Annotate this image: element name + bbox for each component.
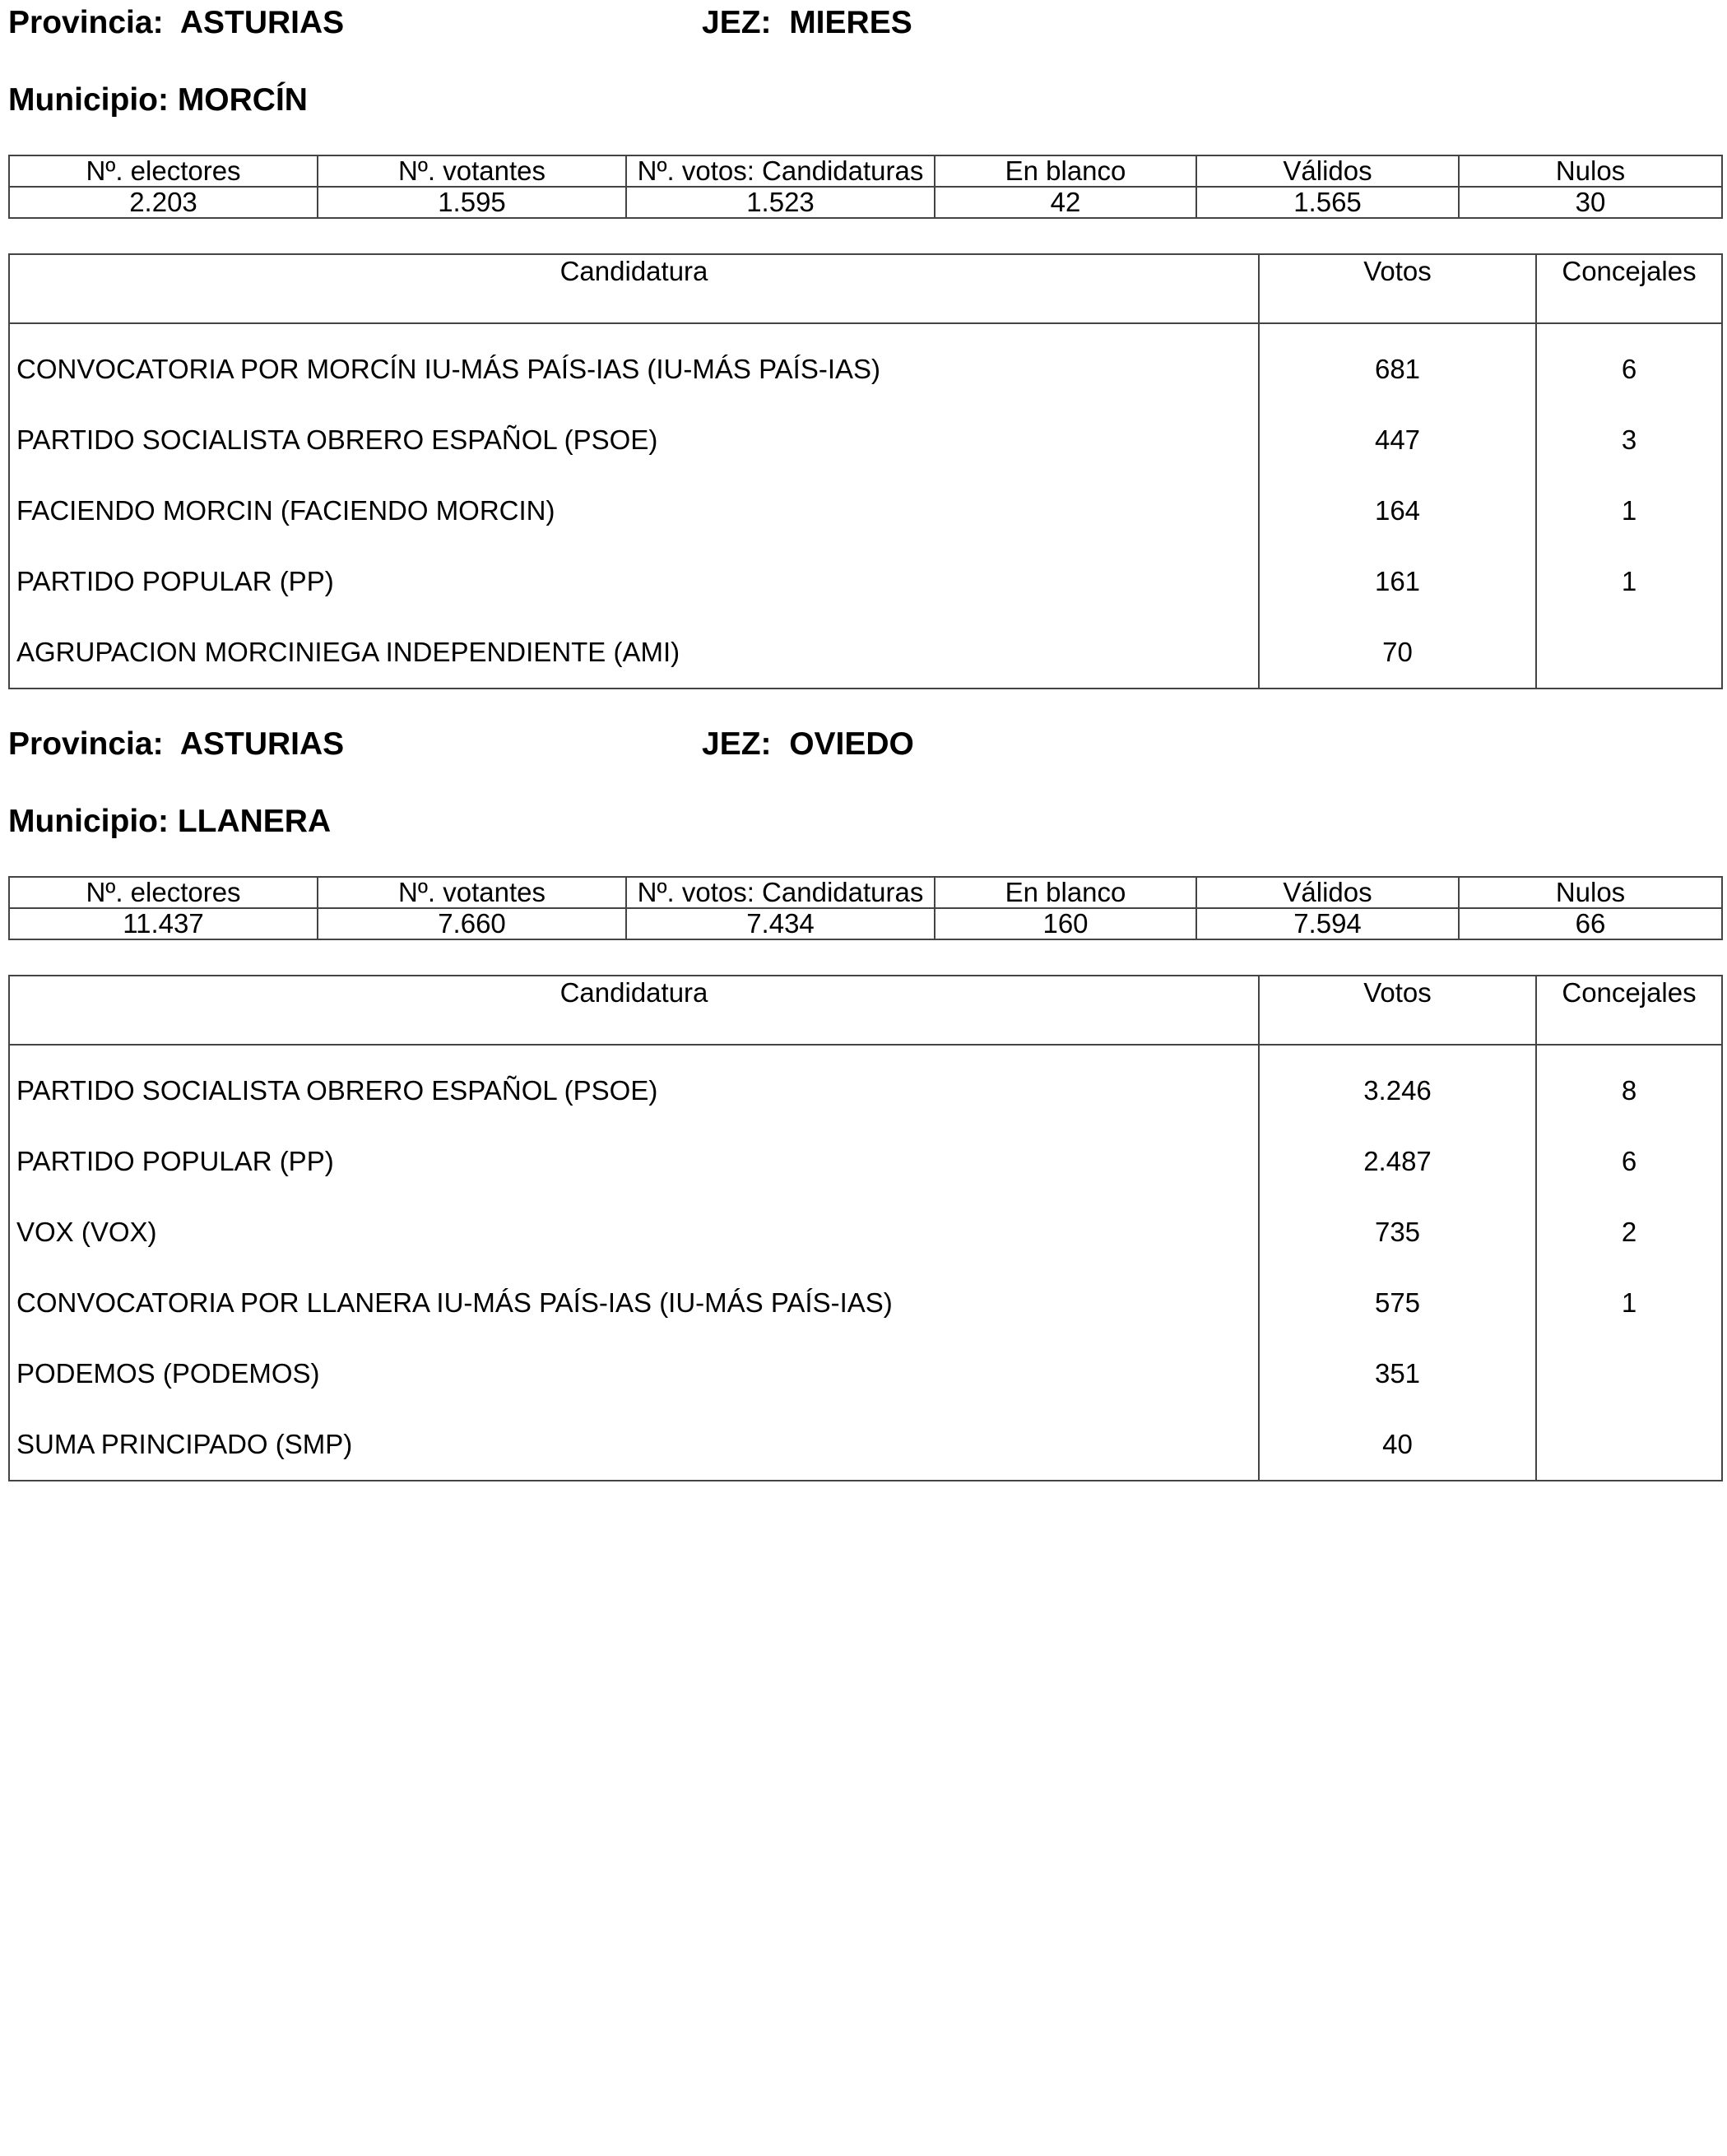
results-table [8,975,1723,1481]
summary-header-cell: Nº. votos: Candidaturas [626,877,935,908]
votos-value: 161 [1259,546,1536,617]
municipality-label: Municipio: [8,804,169,839]
table-row [9,1268,1722,1338]
candidatura-name: AGRUPACION MORCINIEGA INDEPENDIENTE (AMI) [9,617,1259,689]
votos-value: 3.246 [1259,1045,1536,1126]
results-header-concejales: Concejales [1536,976,1722,1045]
candidatura-name: CONVOCATORIA POR MORCÍN IU-MÁS PAÍS-IAS (IU-MÁS PAÍS-IAS) [9,323,1259,405]
summary-value-row [9,187,1722,218]
concejales-value: 1 [1536,546,1722,617]
summary-header-cell: En blanco [935,155,1196,187]
candidatura-name: VOX (VOX) [9,1197,1259,1268]
summary-value-row [9,908,1722,939]
votos-value: 2.487 [1259,1126,1536,1197]
summary-header-cell: Nº. votos: Candidaturas [626,155,935,187]
results-header-votos: Votos [1259,254,1536,323]
summary-value-cell: 1.595 [318,187,626,218]
votos-value: 70 [1259,617,1536,689]
province-header [8,0,1721,46]
concejales-value: 6 [1536,323,1722,405]
jez-label: JEZ: [702,5,772,40]
summary-table [8,876,1723,940]
table-row [9,405,1722,475]
concejales-value: 6 [1536,1126,1722,1197]
summary-header-row [9,877,1722,908]
candidatura-name: CONVOCATORIA POR LLANERA IU-MÁS PAÍS-IAS (IU-MÁS PAÍS-IAS) [9,1268,1259,1338]
summary-value-cell: 42 [935,187,1196,218]
concejales-value: 3 [1536,405,1722,475]
concejales-value [1536,1338,1722,1409]
summary-value-cell: 160 [935,908,1196,939]
province-value: ASTURIAS [179,726,345,762]
municipality-label: Municipio: [8,82,169,118]
municipality-title [8,799,1721,845]
candidatura-name: PARTIDO POPULAR (PP) [9,546,1259,617]
jez-value: MIERES [789,5,912,40]
results-header-candidatura: Candidatura [9,976,1259,1045]
summary-header-cell: Válidos [1196,155,1459,187]
summary-table [8,155,1723,219]
table-row [9,617,1722,689]
province-header [8,721,1721,767]
table-row [9,1409,1722,1481]
municipality-value: LLANERA [177,804,332,839]
summary-header-row [9,155,1722,187]
summary-value-cell: 7.594 [1196,908,1459,939]
summary-value-cell: 11.437 [9,908,318,939]
candidatura-name: FACIENDO MORCIN (FACIENDO MORCIN) [9,475,1259,546]
candidatura-name: PARTIDO SOCIALISTA OBRERO ESPAÑOL (PSOE) [9,405,1259,475]
candidatura-name: PARTIDO SOCIALISTA OBRERO ESPAÑOL (PSOE) [9,1045,1259,1126]
summary-header-cell: Nº. votantes [318,155,626,187]
votos-value: 735 [1259,1197,1536,1268]
concejales-value: 8 [1536,1045,1722,1126]
results-header-candidatura: Candidatura [9,254,1259,323]
table-row [9,1338,1722,1409]
votos-value: 575 [1259,1268,1536,1338]
concejales-value: 1 [1536,475,1722,546]
summary-header-cell: Nulos [1459,155,1722,187]
summary-header-cell: Válidos [1196,877,1459,908]
table-row [9,546,1722,617]
votos-value: 40 [1259,1409,1536,1481]
table-row [9,323,1722,405]
province-label: Provincia: [8,726,164,762]
table-row [9,1045,1722,1126]
jez-label: JEZ: [702,726,772,762]
summary-header-cell: En blanco [935,877,1196,908]
summary-header-cell: Nº. votantes [318,877,626,908]
summary-value-cell: 7.660 [318,908,626,939]
jez-value: OVIEDO [789,726,914,762]
results-header-row [9,254,1722,323]
results-header-row [9,976,1722,1045]
municipality-title [8,77,1721,123]
votos-value: 447 [1259,405,1536,475]
concejales-value: 2 [1536,1197,1722,1268]
province-label: Provincia: [8,5,164,40]
summary-header-cell: Nº. electores [9,155,318,187]
summary-value-cell: 7.434 [626,908,935,939]
province-line [8,0,344,46]
summary-value-cell: 1.565 [1196,187,1459,218]
summary-value-cell: 66 [1459,908,1722,939]
summary-value-cell: 30 [1459,187,1722,218]
municipality-section-morcin [8,0,1721,689]
concejales-value [1536,617,1722,689]
votos-value: 164 [1259,475,1536,546]
jez-line [702,0,912,46]
concejales-value: 1 [1536,1268,1722,1338]
municipality-section-llanera [8,721,1721,1481]
results-table [8,253,1723,689]
summary-value-cell: 2.203 [9,187,318,218]
votos-value: 681 [1259,323,1536,405]
candidatura-name: SUMA PRINCIPADO (SMP) [9,1409,1259,1481]
results-header-votos: Votos [1259,976,1536,1045]
candidatura-name: PARTIDO POPULAR (PP) [9,1126,1259,1197]
summary-value-cell: 1.523 [626,187,935,218]
summary-header-cell: Nº. electores [9,877,318,908]
municipality-value: MORCÍN [177,82,308,118]
province-line [8,721,344,767]
jez-line [702,721,914,767]
concejales-value [1536,1409,1722,1481]
summary-header-cell: Nulos [1459,877,1722,908]
results-header-concejales: Concejales [1536,254,1722,323]
candidatura-name: PODEMOS (PODEMOS) [9,1338,1259,1409]
table-row [9,1197,1722,1268]
province-value: ASTURIAS [179,5,345,40]
table-row [9,1126,1722,1197]
votos-value: 351 [1259,1338,1536,1409]
table-row [9,475,1722,546]
